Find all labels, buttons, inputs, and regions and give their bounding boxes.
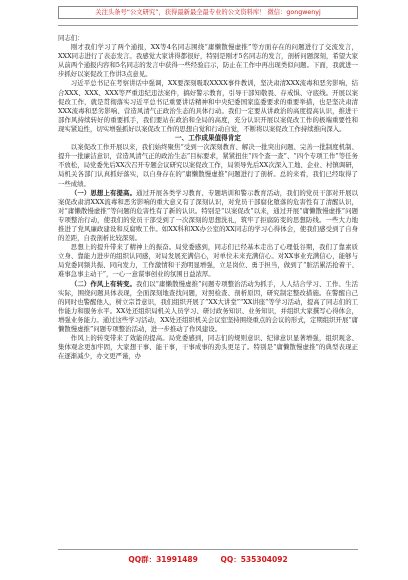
point-1 xyxy=(58,189,358,244)
point-2-followup xyxy=(58,334,358,361)
point-1-followup xyxy=(58,243,358,279)
section-1-heading: 一、工作成果值得肯定 xyxy=(175,134,241,143)
header-banner: 关注头条号“公文研究”，获得最新最全最专业的公文资料库！ 微信：gongwenyj xyxy=(58,6,358,19)
paragraph-2: 习近平总书记在考察讲话中强调，XX要深刻吸取XXXX事件教训，坚决肃清XXX流毒和恶劣影响，结合XXX、XXX、XXX等严重违纪违法案件，搞好警示教育，引导干部知敬畏、存戒惧、守底线。开展以案促改工作，就是贯彻落实习近平总书记重要讲话精神和中央纪委国家监委要求的重要举措，也是坚决肃清XXX流毒和恶劣影响、营造风清气正政治生态的具体行动。我们一定要从讲政治的高度提高认识，推进干部作风持续转好的重要抓手，我们要站在政治和全局的高度，充分认识开展以案促改工作的极端重要性和现实紧迫性，切实增强抓好以案促改工作的思想自觉和行动自觉，不断将以案促改工作持续推向深入。 xyxy=(58,79,358,133)
footer-qq: QQ：535304092 xyxy=(220,555,288,564)
footer-contacts xyxy=(58,553,358,567)
section-1-intro: 以案促改工作开展以来，我们始终聚焦“受到一次深刻教育、解决一批突出问题、完善一批制度机制、提升一批廉洁意识，营造风清气正的政治生态”目标要求，紧紧扭住“四个查一查”、“四个专项工作”等任务不放松，局党委先后XX次召开专题会议研究以案促改工作，局领导先后XX次深入工地、企业、村镇调研，局机关各部门认真抓好落实，以自身存在的“庸懒散慢虚推”问题进行了剖析。总的来看，我们已经取得了一些成绩。 xyxy=(58,143,358,188)
point-1-text: 通过开展各类学习教育、专题培训和警示教育活动，我们的党员干部对开展以案促改肃清XXX流毒和恶劣影响的重大意义有了深刻认识，对党员干部腐化堕落的危害性有了清醒认识，对“庸懒散慢虚推”等问题的危害性有了新的认识。特别是“以案促改”以来，通过开展“庸懒散慢虚推”问题专项整治行动，使我们的党员干部受到了一次深刻的思想洗礼，筑牢了拒腐防变的思想防线。一些大力地推进了党风廉政建设和反腐败工作。如XX科和XX办公室的XX同志的学习心得体会，使我们感受到了自身的差距，自我剖析比较深刻。 xyxy=(58,188,358,243)
point-1-followup-text: 思想上的提升带来了精神上的振奋。局党委感到，同志们已经基本走出了心理低谷期，我们了靠素质立身、靠能力进步的组织认同感，对局发展充满信心，对单位未来充满信心。对XX事业充满信心，能够与局党委同频共振、同向发力，工作激情和干劲明显增强，立足岗位、勇于担当，做到了“脏活累活抢着干、难事急事主动干”，一心一意谋事创业的氛围日益浓厚。 xyxy=(58,243,358,279)
point-2-lead: （二）作风上有转变。 xyxy=(70,279,137,288)
point-2-text: 我们以“庸懒散慢虚推”问题专项整治活动为抓手，人人结合学习、工作、生活实际，围绕问题具体表现，全面深刻地查找问题，对照检查、剖析原因，研究制定整改措施。在警醒自己的同时也警醒他人，树立宗旨意识，我们组织开展了“XX大讲堂”“XX讲座”等学习活动，提高了同志们的工作能力和服务水平。XX处还组织局机关人员学习、研讨政务知识、业务知识，并组织大家撰写心得体会，增强业务能力。通过这些学习活动，XX处还组织机关会议室坚持围绕重点的会议的形式，定期组织开展“庸懒散慢虚推”问题专项整治活动，进一步推动了作风建设。 xyxy=(58,279,358,333)
paragraph-1: 刚才我们学习了两个通报，XX等4名同志围绕“庸懒散慢虚推”等方面存在的问题进行了交流发言，XXX同志进行了表态发言。我感觉大家讲得都很好，特别是刚才5名同志的发言，剖析问题深刻，希望大家从前两个通报内容和5名同志的发言中获得一些经验启示，防止在工作中再出现类似问题。下面，我就进一步抓好以案促改工作讲3点意见。 xyxy=(58,43,358,79)
header-rule xyxy=(58,25,358,26)
salutation: 同志们： xyxy=(58,34,84,42)
footer-rule xyxy=(58,549,358,550)
footer-qq-group: QQ群：31991489 xyxy=(128,555,198,564)
point-2-followup-text: 作风上的转变带来了效能的提高。局党委感到，同志们的规则意识、纪律意识显著增强，组织观念、集体观念更加牢固，大家想干事、能干事，干事成事的劲头更足了。特别是“庸懒散慢虚推”的典型表现正在逐渐减少，办文更严谨，办 xyxy=(58,334,358,361)
point-2 xyxy=(58,280,358,335)
document-body xyxy=(58,34,358,546)
point-1-lead: （一）思想上有提高。 xyxy=(70,188,137,197)
